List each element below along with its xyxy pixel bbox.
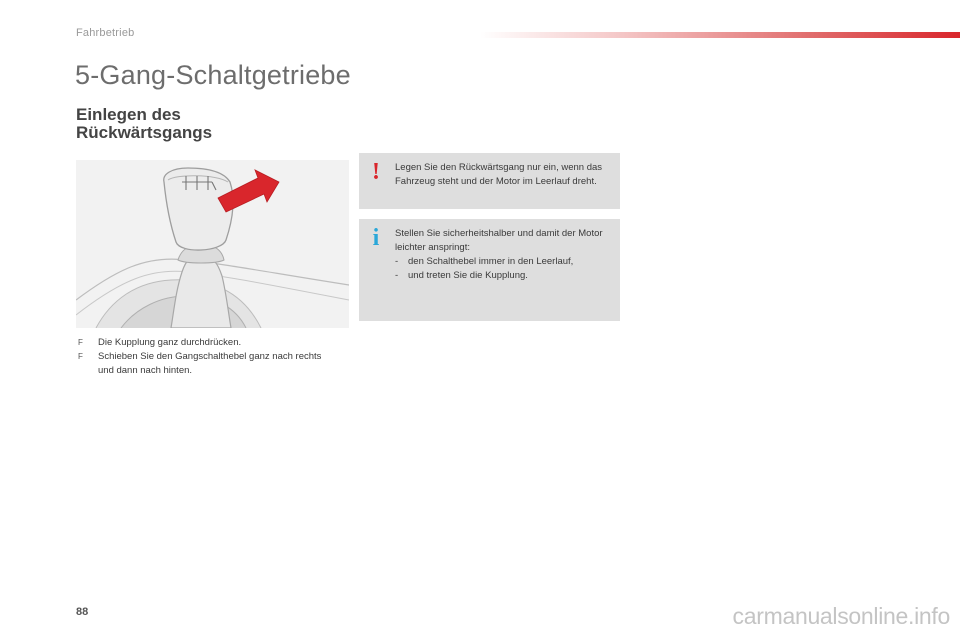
header-gradient-bar bbox=[480, 32, 960, 38]
info-text bbox=[395, 227, 612, 283]
subtitle bbox=[76, 106, 212, 142]
list-item bbox=[395, 255, 612, 269]
step-text: Schieben Sie den Gangschalthebel ganz nach rechts und dann nach hinten. bbox=[98, 351, 322, 376]
gear-shift-illustration bbox=[76, 160, 349, 328]
step-text: Die Kupplung ganz durchdrücken. bbox=[98, 337, 242, 348]
watermark: carmanualsonline.info bbox=[732, 603, 950, 629]
warning-paragraph: Legen Sie den Rückwärtsgang nur ein, wenn das Fahrzeug steht und der Motor im Leerlauf dreht. bbox=[395, 162, 603, 187]
exclamation-icon: ! bbox=[372, 159, 380, 185]
info-intro: Stellen Sie sicherheitshalber und damit der Motor leichter anspringt: bbox=[395, 228, 603, 253]
list-item bbox=[78, 350, 338, 378]
list-item bbox=[78, 336, 338, 350]
instruction-steps bbox=[78, 336, 338, 378]
subtitle-line-2: Rückwärtsgangs bbox=[76, 123, 213, 142]
warning-text bbox=[395, 161, 612, 189]
warning-note bbox=[359, 153, 620, 209]
info-list bbox=[395, 255, 612, 283]
step-bullet: F bbox=[78, 338, 83, 347]
info-icon: i bbox=[372, 225, 380, 251]
info-item-text: den Schalthebel immer in den Leerlauf, bbox=[408, 256, 574, 267]
list-item bbox=[395, 269, 612, 283]
step-bullet: F bbox=[78, 352, 83, 361]
gear-shift-lever-icon bbox=[76, 160, 349, 328]
page-number: 88 bbox=[76, 606, 89, 618]
info-note bbox=[359, 219, 620, 321]
dash-bullet: - bbox=[395, 270, 399, 281]
section-label: Fahrbetrieb bbox=[76, 27, 135, 39]
dash-bullet: - bbox=[395, 256, 399, 267]
subtitle-line-1: Einlegen des bbox=[76, 105, 181, 124]
page-title: 5-Gang-Schaltgetriebe bbox=[75, 60, 351, 90]
info-item-text: und treten Sie die Kupplung. bbox=[408, 270, 528, 281]
